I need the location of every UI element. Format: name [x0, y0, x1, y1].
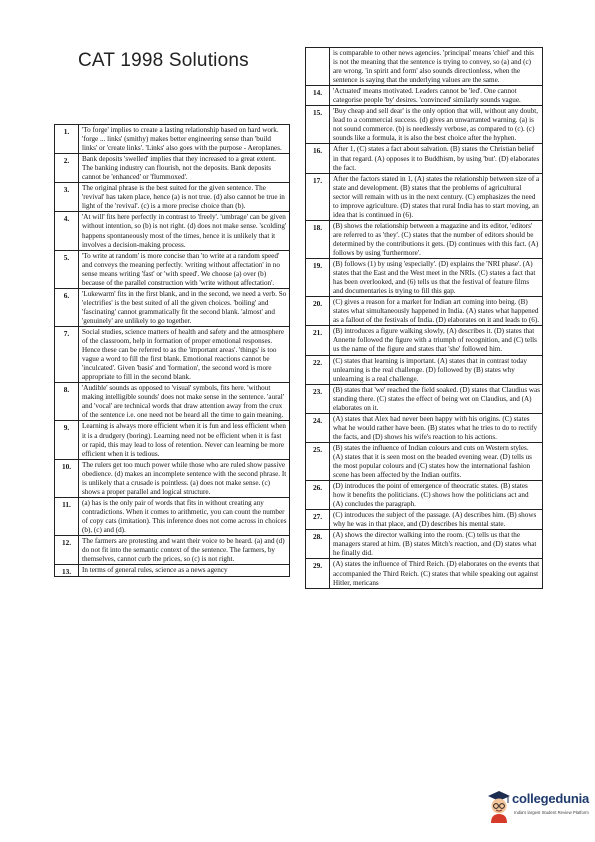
solution-row	[55, 383, 290, 421]
question-number: 8.	[55, 383, 79, 421]
solution-text: (D) introduces the point of emergence of theocratic states. (B) states how it benefits the politicians. (C) shows how the politicians act and (A) concludes the paragraph.	[330, 481, 543, 510]
solution-row	[306, 259, 543, 297]
solution-row	[306, 48, 543, 86]
question-number	[306, 48, 330, 86]
question-number: 29.	[306, 559, 330, 588]
solution-row	[306, 413, 543, 442]
question-number: 3.	[55, 183, 79, 212]
solution-text: 'To forge' implies to create a lasting relationship based on hard work. 'forge ... links' (smithy) makes better engineering sense than 'build links' or 'create links'. 'Links' also goes with the purpose - Aeroplanes.	[79, 125, 290, 154]
question-number: 27.	[306, 510, 330, 530]
solution-row	[55, 125, 290, 154]
solution-row	[306, 510, 543, 530]
solution-text: (A) states that Alex had never been happy with his origins. (C) states what he would rather have been. (B) states what he tries to do to rectify the facts, and (D) shows his wife's reaction to his actions.	[330, 413, 543, 442]
question-number: 17.	[306, 173, 330, 220]
solution-row	[306, 144, 543, 173]
mascot-icon	[485, 790, 513, 824]
solution-text: In terms of general rules, science as a news agency	[79, 565, 290, 577]
question-number: 26.	[306, 481, 330, 510]
question-number: 10.	[55, 459, 79, 497]
solution-text: 'Lukewarm' fits in the first blank, and in the second, we need a verb. So 'electrifies' is the best suited of all the given choices. 'boiling' and 'fascinating' cannot grammatically fit the second blank. 'almost' and 'genuinely' are unlikely to go together.	[79, 288, 290, 326]
solution-text: (a) has is the only pair of words that fits in without creating any contradictions. When it comes to arithmetic, you can count the number of copy cats (imitation). This inference does not come across in choices (b), (c) and (d).	[79, 497, 290, 535]
solution-text: 'Buy cheap and sell dear' is the only option that will, without any doubt, lead to a commercial success. (d) gives an unwarranted warning. (a) is not sound commerce. (b) is needlessly verbose, as compared to (c). (c) sounds like a formula, it is also the best choice after the hyphen.	[330, 106, 543, 144]
question-number: 21.	[306, 326, 330, 355]
page-title: CAT 1998 Solutions	[78, 50, 249, 71]
solution-text: After the factors stated in 1, (A) states the relationship between size of a state and development. (B) states that the problems of agricultural sector will remain with us in the next century. (C) emphasizes the need to improve agriculture. (D) states that rural India has to start moving, an idea that is continued in (6).	[330, 173, 543, 220]
right-solutions-table	[305, 47, 543, 589]
solution-text: (C) gives a reason for a market for Indian art coming into being. (B) states what simultaneously happened in India. (A) states what happened as a fallout of the festivals of India. (D) elaborates on it and leads to (6).	[330, 297, 543, 326]
solution-text: The farmers are protesting and want their voice to be heard. (a) and (d) do not fit into the semantic context of the sentence. The farmers, by themselves, cannot curb the prices, so (c) is not right.	[79, 536, 290, 565]
solution-text: 'At will' fits here perfectly in contrast to 'freely'. 'umbrage' can be given without intention, so (b) is not right. (d) does not make sense. 'scolding' happens spontaneously most of the times, hence it is unlikely that it involves a decision-making process.	[79, 212, 290, 250]
solution-row	[306, 355, 543, 384]
solution-text: Social studies, science matters of health and safety and the atmosphere of the classroom, help in formation of proper emotional responses. Hence these can be referred to as the 'important areas'. 'things' is too vague a word to fill the first blank. Emotional reactions cannot be 'inculcated'. Given 'basis' and 'formation', the second word is more appropriate to fill in the second blank.	[79, 326, 290, 382]
solution-row	[306, 559, 543, 588]
question-number: 9.	[55, 421, 79, 459]
solution-row	[306, 106, 543, 144]
solution-row	[55, 183, 290, 212]
logo-wordmark: collegedunia	[512, 791, 590, 806]
collegedunia-logo	[485, 790, 590, 826]
question-number: 7.	[55, 326, 79, 382]
solution-text: (B) states that 'we' reached the field soaked. (D) states that Claudius was standing there. (C) states the effect of being wet on Claudius, and (A) elaborates on it.	[330, 384, 543, 413]
solution-row	[306, 297, 543, 326]
question-number: 15.	[306, 106, 330, 144]
solution-text: is comparable to other news agencies. 'principal' means 'chief' and this is not the meaning that the sentence is trying to convey, so (a) and (c) are wrong. 'in spirit and form' also sounds directionless, when the sentence is saying that the underlying values are the same.	[330, 48, 543, 86]
solution-row	[55, 250, 290, 288]
question-number: 6.	[55, 288, 79, 326]
solution-row	[306, 326, 543, 355]
question-number: 11.	[55, 497, 79, 535]
solution-row	[306, 86, 543, 106]
question-number: 28.	[306, 530, 330, 559]
solution-row	[55, 154, 290, 183]
solution-row	[55, 497, 290, 535]
question-number: 14.	[306, 86, 330, 106]
solution-text: (B) follows (1) by using 'especially'. (D) explains the 'NRI phase'. (A) states that the East and the West meet in the NRIs. (C) states a fact that has been overlooked, and (6) tells us that the festival of feature films and documentaries is trying to fill this gap.	[330, 259, 543, 297]
solution-row	[55, 565, 290, 577]
solution-row	[55, 536, 290, 565]
solution-row	[306, 220, 543, 258]
solution-text: (A) shows the director walking into the room. (C) tells us that the managers stared at him. (B) states Mitch's reaction, and (D) states what he finally did.	[330, 530, 543, 559]
solution-row	[55, 326, 290, 382]
question-number: 5.	[55, 250, 79, 288]
solution-text: 'Audible' sounds as opposed to 'visual' symbols, fits here. 'without making intelligible sounds' does not make sense in the sentence. 'aural' and 'vocal' are technical words that draw attention away from the crux of the sentence i.e. one need not be heard all the time to gain meaning.	[79, 383, 290, 421]
logo-tagline: India's largest Student Review Platform	[514, 810, 589, 815]
solution-text: (A) states the influence of Third Reich. (D) elaborates on the events that accompanied the Third Reich. (C) states that while speaking out against Hitler, mericans	[330, 559, 543, 588]
question-number: 20.	[306, 297, 330, 326]
question-number: 24.	[306, 413, 330, 442]
question-number: 25.	[306, 442, 330, 480]
solution-row	[306, 173, 543, 220]
solution-row	[55, 288, 290, 326]
question-number: 1.	[55, 125, 79, 154]
solution-text: (B) introduces a figure walking slowly, (A) describes it. (D) states that Annette followed the figure with a triumph of recognition, and (C) tells us the name of the figure and states that 'she' followed him.	[330, 326, 543, 355]
question-number: 2.	[55, 154, 79, 183]
question-number: 23.	[306, 384, 330, 413]
solution-row	[55, 459, 290, 497]
question-number: 19.	[306, 259, 330, 297]
question-number: 13.	[55, 565, 79, 577]
solution-text: 'To write at random' is more concise than 'to write at a random speed' and conveys the meaning perfectly. 'writing without affectation' in no sense means writing 'fast' or 'with speed'. We choose (a) over (b) because of the parallel construction with 'write without affectation'.	[79, 250, 290, 288]
solution-row	[306, 384, 543, 413]
question-number: 22.	[306, 355, 330, 384]
solution-row	[55, 421, 290, 459]
question-number: 16.	[306, 144, 330, 173]
solution-text: Learning is always more efficient when it is fun and less efficient when it is a drudgery (boring). Learning need not be efficient when it is fast or rapid, this may lead to loss of retention. Never can learning be more efficient when it is tedious.	[79, 421, 290, 459]
question-number: 4.	[55, 212, 79, 250]
solution-row	[55, 212, 290, 250]
left-solutions-table	[54, 124, 290, 577]
solution-text: (C) introduces the subject of the passage. (A) describes him. (B) shows why he was in that place, and (D) describes his mental state.	[330, 510, 543, 530]
solution-text: (B) states the influence of Indian colours and cuts on Western styles. (A) states that it is seen most on the beaded evening wear. (D) tells us the most popular colours and (C) states how the international fashion scene has been affected by the Indian outfits.	[330, 442, 543, 480]
solution-text: (C) states that learning is important. (A) states that in contrast today unlearning is the real challenge. (D) followed by (B) states why unlearning is a real challenge.	[330, 355, 543, 384]
solution-text: (B) shows the relationship between a magazine and its editor, 'editors' are referred to as 'they'. (C) states that the number of editors should be determined by the contributions it gets. (D) continues with this fact. (A) follows by using 'furthermore'.	[330, 220, 543, 258]
solution-row	[306, 481, 543, 510]
solution-text: The original phrase is the best suited for the given sentence. The 'revival' has taken place, hence (a) is not true. (d) also cannot be true in light of the 'revival'. (c) is a more precise choice than (b).	[79, 183, 290, 212]
solution-text: 'Actuated' means motivated. Leaders cannot be 'led'. One cannot categorise people 'by' desires. 'convinced' similarly sounds vague.	[330, 86, 543, 106]
solution-text: After 1, (C) states a fact about salvation. (B) states the Christian belief in that regard. (A) opposes it to Buddhism, by using 'but'. (D) elaborates the fact.	[330, 144, 543, 173]
solution-row	[306, 530, 543, 559]
solution-text: Bank deposits 'swelled' implies that they increased to a great extent. The banking industry can flourish, not the deposits. Bank deposits cannot be 'enhanced' or 'flummoxed'.	[79, 154, 290, 183]
question-number: 18.	[306, 220, 330, 258]
solution-text: The rulers get too much power while those who are ruled show passive obedience. (d) makes an incomplete sentence with the second phrase. It is unlikely that a crusade is pointless. (a) does not make sense. (c) shows a proper parallel and logical structure.	[79, 459, 290, 497]
question-number: 12.	[55, 536, 79, 565]
solution-row	[306, 442, 543, 480]
